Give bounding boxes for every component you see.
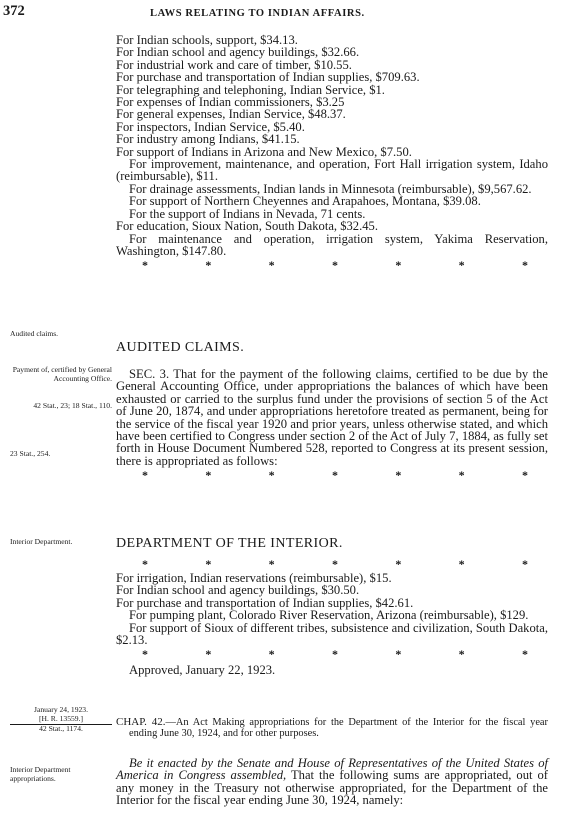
list-item: For telegraphing and telephoning, Indian Service, $1. (116, 82, 385, 97)
list-item: For support of Northern Cheyennes and Arapahoes, Montana, $39.08. (129, 194, 481, 209)
list-item: For purchase and transportation of Indian supplies, $42.61. (116, 595, 414, 610)
chapter-title (116, 717, 548, 739)
page-number: 372 (3, 3, 25, 19)
running-title: LAWS RELATING TO INDIAN AFFAIRS. (150, 8, 365, 19)
side-note-interior: Interior Department. (10, 537, 73, 546)
side-note-stat: 23 Stat., 254. (10, 449, 51, 458)
margin-date: January 24, 1923. (34, 705, 88, 714)
list-item: For the support of Indians in Nevada, 71 cents. (129, 206, 366, 221)
audited-section (116, 368, 548, 483)
list-item: For purchase and transportation of Indian supplies, $709.63. (116, 70, 420, 85)
margin-bill: [H. R. 13559.] (10, 715, 112, 725)
list-item: For support of Sioux of different tribes, subsistence and civilization, South Dakota, $2.13. (116, 620, 548, 648)
list-item: For Indian school and agency buildings, $30.50. (116, 583, 360, 598)
list-item: For industry among Indians, $41.15. (116, 132, 300, 147)
enacting-italic: Be it enacted by the Senate and House of Representatives of the United States of America in Congress assembled, (116, 756, 548, 783)
section-heading: DEPARTMENT OF THE INTERIOR. (116, 536, 343, 551)
enacting-text (116, 757, 548, 807)
items-list-a (116, 34, 548, 273)
section-heading: AUDITED CLAIMS. (116, 340, 245, 355)
side-note-audited: Audited claims. (10, 329, 59, 338)
ellipsis-stars: * * * * * * * (142, 258, 528, 273)
list-item: For industrial work and care of timber, $10.55. (116, 57, 352, 72)
margin-stat: 42 Stat., 1174. (39, 724, 83, 733)
list-item: For inspectors, Indian Service, $5.40. (116, 119, 305, 134)
list-item: For pumping plant, Colorado River Reservation, Arizona (reimbursable), $129. (129, 608, 529, 623)
list-item: For support of Indians in Arizona and New Mexico, $7.50. (116, 144, 412, 159)
enacting-body: That the following sums are appropriated, out of any money in the Treasury not otherwise appropriated, for the Department of the Interior for the fiscal year ending June 30, 1924, namely: (116, 768, 548, 808)
list-item: For education, Sioux Nation, South Dakota, $32.45. (116, 219, 378, 234)
list-item: For general expenses, Indian Service, $48.37. (116, 107, 346, 122)
side-note-payment: Payment of, certified by General Accounting Office. (12, 365, 112, 383)
list-item: For Indian schools, support, $34.13. (116, 33, 298, 47)
side-note-stat: 42 Stat., 23; 18 Stat., 110. (33, 401, 112, 410)
ellipsis-stars: * * * * * * * (142, 468, 528, 483)
list-item: For irrigation, Indian reservations (reimbursable), $15. (116, 571, 392, 585)
list-item: For Indian school and agency buildings, $32.66. (116, 45, 360, 60)
chapter-desc: —An Act Making appropriations for the Department of the Interior for the fiscal year ending June 30, 1924, and for other purposes. (129, 717, 549, 739)
interior-section (116, 536, 548, 677)
list-item: For drainage assessments, Indian lands in Minnesota (reimbursable), $9,567.62. (129, 181, 532, 196)
approved-line: Approved, January 22, 1923. (129, 663, 276, 678)
enacting-clause (116, 757, 548, 807)
chapter-text (116, 717, 548, 739)
chapter-label: CHAP. 42. (116, 716, 166, 728)
ellipsis-stars: * * * * * * * (142, 557, 528, 571)
list-item: For maintenance and operation, irrigation system, Yakima Reservation, Washington, $147.80. (116, 231, 548, 258)
list-item: For improvement, maintenance, and operation, Fort Hall irrigation system, Idaho (reimbursable), $11. (116, 157, 548, 184)
side-note-appropriations: Interior Department appropriations. (10, 765, 71, 783)
section-text: SEC. 3. That for the payment of the following claims, certified to be due by the General Accounting Office, under appropriations the balances of which have been exhausted or carried to the surplus fund under the provisions of section 5 of the Act of June 20, 1874, and under appropriations heretofore treated as permanent, being for the service of the fiscal year 1920 and prior years, unless otherwise stated, and which have been certified to Congress under section 2 of the Act of July 7, 1884, as fully set forth in House Document Numbered 528, reported to Congress at its present session, there is appropriated as follows: (116, 367, 548, 468)
audited-heading-wrap (116, 340, 548, 356)
ellipsis-stars: * * * * * * * (142, 647, 528, 662)
list-item: For expenses of Indian commissioners, $3.25 (116, 95, 345, 110)
